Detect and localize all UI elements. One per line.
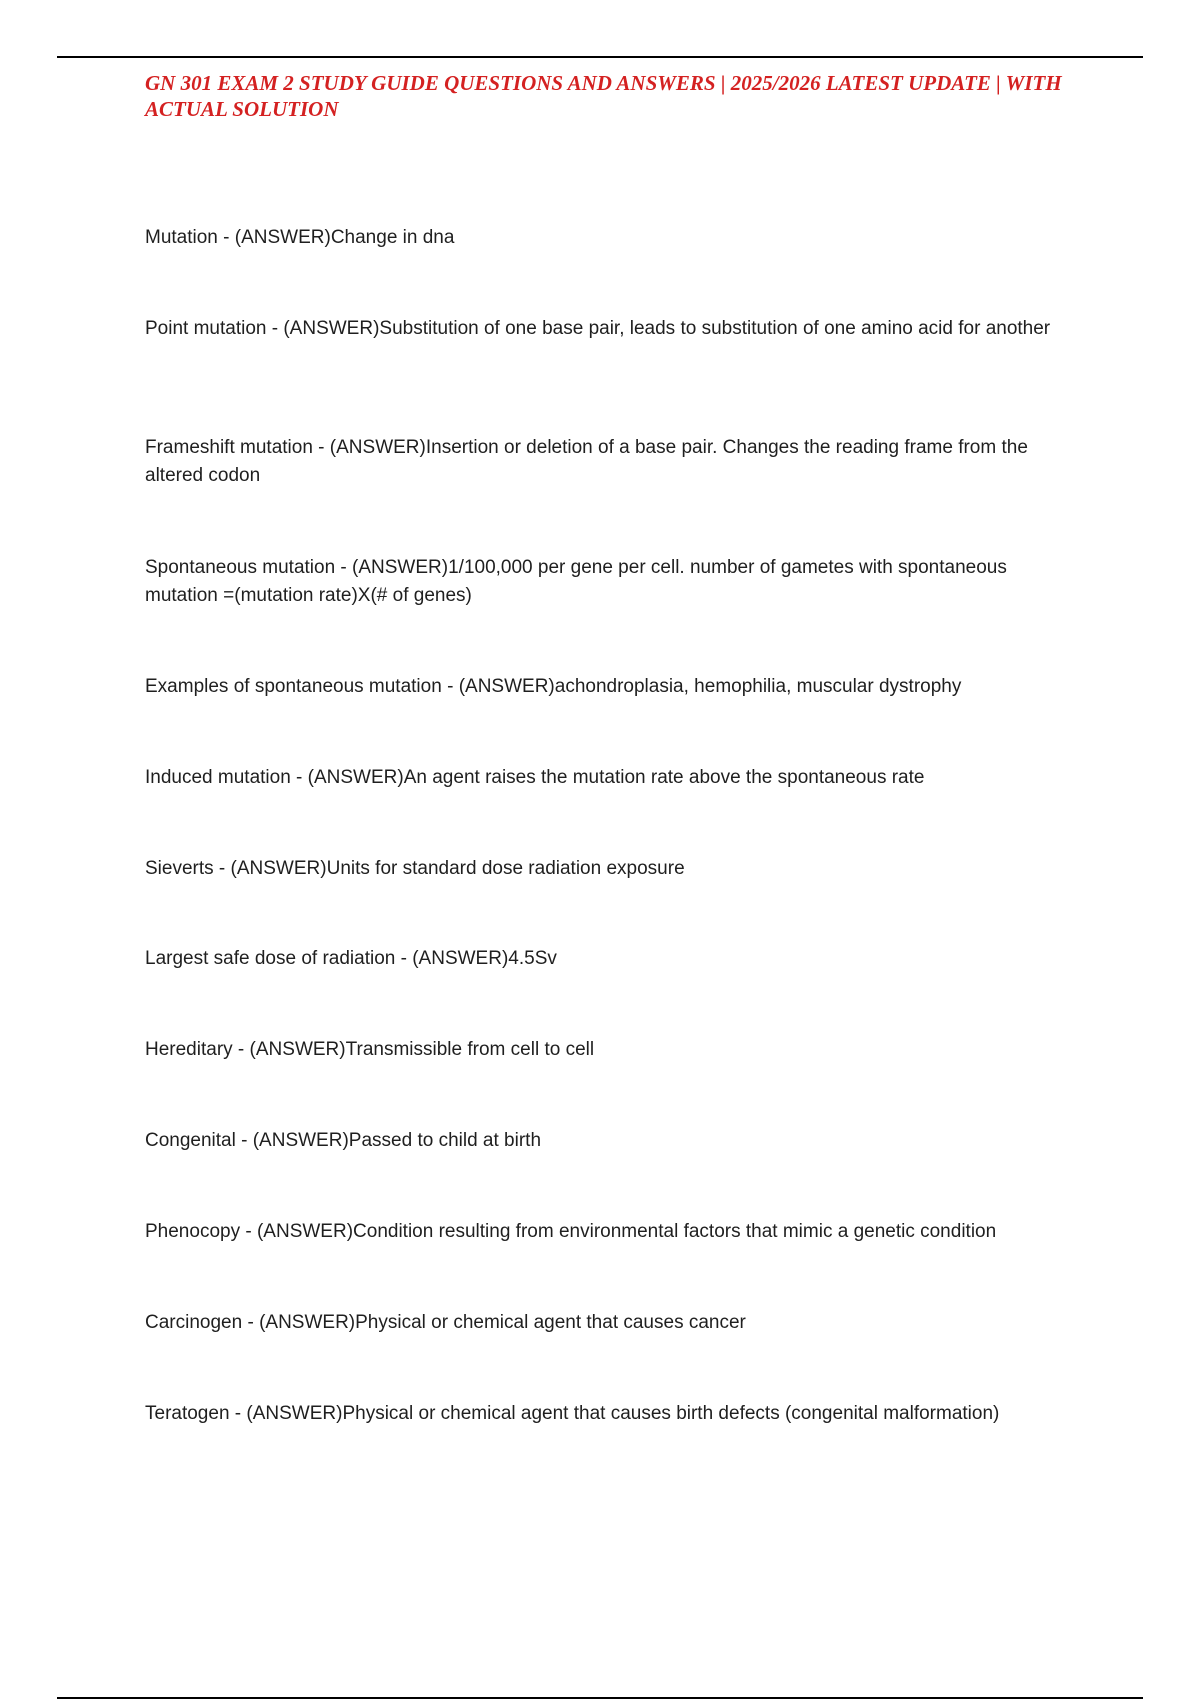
qa-answer-marker: (ANSWER)	[230, 858, 327, 879]
qa-term: Carcinogen	[145, 1312, 243, 1333]
qa-answer: Condition resulting from environmental factors that mimic a genetic condition	[353, 1221, 997, 1242]
qa-separator: -	[290, 767, 308, 788]
qa-separator: -	[235, 1130, 253, 1151]
qa-answer-marker: (ANSWER)	[234, 227, 331, 248]
qa-term: Frameshift mutation	[145, 437, 313, 458]
qa-answer: achondroplasia, hemophilia, muscular dystrophy	[554, 676, 962, 697]
qa-item	[145, 1127, 1070, 1155]
qa-term: Examples of spontaneous mutation	[145, 676, 442, 697]
qa-answer-marker: (ANSWER)	[412, 948, 509, 969]
qa-answer: Passed to child at birth	[348, 1130, 542, 1151]
qa-answer-marker: (ANSWER)	[246, 1403, 343, 1424]
qa-separator: -	[242, 1312, 260, 1333]
qa-separator: -	[335, 557, 353, 578]
qa-item	[145, 855, 1070, 883]
qa-item	[145, 1309, 1070, 1337]
qa-answer-marker: (ANSWER)	[329, 437, 426, 458]
qa-answer: Physical or chemical agent that causes cancer	[355, 1312, 746, 1333]
qa-item	[145, 1400, 1070, 1428]
qa-item	[145, 1036, 1070, 1064]
qa-separator: -	[312, 437, 330, 458]
qa-term: Congenital	[145, 1130, 236, 1151]
qa-item	[145, 224, 1070, 252]
qa-answer: Insertion or deletion of a base pair. Changes the reading frame from the altered codon	[145, 437, 1028, 486]
qa-answer-marker: (ANSWER)	[252, 1130, 349, 1151]
qa-answer: 1/100,000 per gene per cell. number of gametes with spontaneous mutation =(mutation rate)X(# of genes)	[145, 557, 1007, 606]
qa-separator: -	[229, 1403, 247, 1424]
qa-item	[145, 315, 1070, 343]
qa-term: Point mutation	[145, 318, 267, 339]
qa-term: Sieverts	[145, 858, 214, 879]
qa-separator: -	[395, 948, 413, 969]
qa-answer: Transmissible from cell to cell	[345, 1039, 595, 1060]
qa-term: Hereditary	[145, 1039, 233, 1060]
qa-answer: Substitution of one base pair, leads to substitution of one amino acid for another	[379, 318, 1051, 339]
bottom-divider	[57, 1697, 1143, 1699]
qa-answer-marker: (ANSWER)	[352, 557, 449, 578]
qa-answer: An agent raises the mutation rate above the spontaneous rate	[403, 767, 925, 788]
qa-separator: -	[217, 227, 235, 248]
qa-answer: Physical or chemical agent that causes birth defects (congenital malformation)	[342, 1403, 1000, 1424]
qa-term: Spontaneous mutation	[145, 557, 336, 578]
qa-separator: -	[266, 318, 284, 339]
qa-answer: 4.5Sv	[508, 948, 557, 969]
qa-item	[145, 434, 1070, 490]
qa-answer-marker: (ANSWER)	[307, 767, 404, 788]
qa-separator: -	[240, 1221, 257, 1242]
qa-answer-marker: (ANSWER)	[249, 1039, 346, 1060]
qa-term: Teratogen	[145, 1403, 230, 1424]
qa-item	[145, 764, 1070, 792]
qa-item	[145, 945, 1070, 973]
qa-term: Induced mutation	[145, 767, 291, 788]
qa-term: Phenocopy	[145, 1221, 241, 1242]
top-divider	[57, 56, 1143, 58]
qa-item	[145, 1218, 1070, 1246]
qa-separator: -	[213, 858, 231, 879]
qa-term: Largest safe dose of radiation	[145, 948, 396, 969]
qa-answer: Units for standard dose radiation exposure	[326, 858, 685, 879]
qa-item	[145, 673, 1070, 701]
document-title: GN 301 EXAM 2 STUDY GUIDE QUESTIONS AND ANSWERS | 2025/2026 LATEST UPDATE | WITH ACTUAL SOLUTION	[145, 71, 1062, 121]
qa-term: Mutation	[145, 227, 218, 248]
qa-item	[145, 554, 1070, 610]
qa-answer: Change in dna	[330, 227, 455, 248]
qa-separator: -	[441, 676, 459, 697]
qa-answer-marker: (ANSWER)	[259, 1312, 356, 1333]
qa-separator: -	[232, 1039, 250, 1060]
qa-answer-marker: (ANSWER)	[283, 318, 380, 339]
qa-answer-marker: (ANSWER)	[458, 676, 555, 697]
qa-answer-marker: (ANSWER)	[256, 1221, 354, 1242]
